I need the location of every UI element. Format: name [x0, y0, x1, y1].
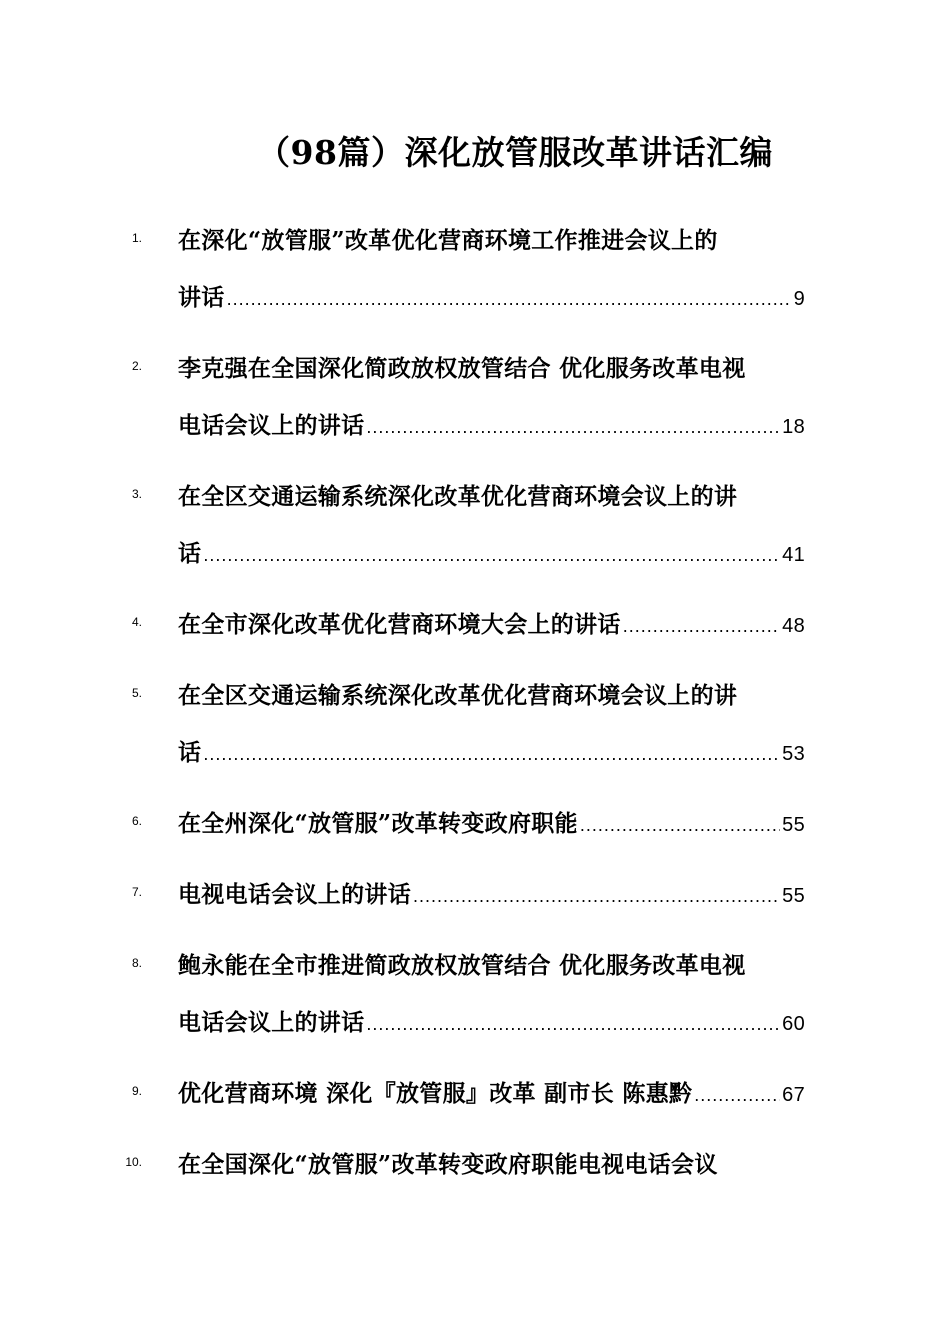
toc-entry[interactable] [0, 1136, 950, 1193]
toc-entry[interactable] [0, 212, 950, 326]
toc-entry-line [178, 212, 805, 269]
toc-dot-leader [366, 399, 780, 454]
toc-dot-leader [227, 271, 792, 326]
toc-entry-title: 鲍永能在全市推进简政放权放管结合 优化服务改革电视 [178, 952, 746, 979]
toc-page-number: 53 [782, 743, 805, 765]
toc-dot-leader [203, 726, 780, 781]
toc-dot-leader [623, 598, 780, 653]
toc-entry[interactable] [0, 866, 950, 923]
toc-entry-number: 8. [131, 956, 142, 970]
toc-entry-number: 10. [125, 1155, 142, 1169]
toc-entry-number: 9. [131, 1084, 142, 1098]
toc-entry-line [178, 994, 805, 1051]
toc-entry-line [178, 269, 805, 326]
toc-page-number: 48 [782, 615, 805, 637]
toc-entry-line [178, 1065, 805, 1122]
toc-entry-title: 话 [178, 739, 202, 766]
toc-entry-line [178, 468, 805, 525]
toc-entry-title: 优化营商环境 深化『放管服』改革 副市长 陈惠黔 [178, 1080, 693, 1107]
toc-page-number: 67 [782, 1084, 805, 1106]
toc-entry[interactable] [0, 667, 950, 781]
toc-dot-leader [580, 797, 780, 852]
toc-entry-title: 李克强在全国深化简政放权放管结合 优化服务改革电视 [178, 355, 746, 382]
toc-entry-number: 3. [131, 487, 142, 501]
toc-entry[interactable] [0, 795, 950, 852]
toc-dot-leader [366, 996, 780, 1051]
toc-entry-title: 在全市深化改革优化营商环境大会上的讲话 [178, 611, 621, 638]
toc-entry[interactable] [0, 1065, 950, 1122]
toc-page-number: 55 [782, 885, 805, 907]
toc-dot-leader [413, 868, 780, 923]
toc-page-number: 18 [782, 416, 805, 438]
toc-entry-line [178, 937, 805, 994]
toc-entry-title: 在全国深化“放管服”改革转变政府职能电视电话会议 [178, 1151, 718, 1178]
toc-page-number: 60 [782, 1013, 805, 1035]
toc-entry[interactable] [0, 468, 950, 582]
toc-dot-leader [694, 1067, 780, 1122]
toc-entry-line [178, 525, 805, 582]
toc-dot-leader [203, 527, 780, 582]
toc-entry-line [178, 866, 805, 923]
toc-entry-title: 电话会议上的讲话 [178, 412, 365, 439]
toc-entry[interactable] [0, 937, 950, 1051]
toc-page-number: 9 [793, 288, 805, 310]
toc-entry-number: 6. [131, 814, 142, 828]
toc-entry-line [178, 1136, 805, 1193]
toc-entry-title: 在全区交通运输系统深化改革优化营商环境会议上的讲 [178, 483, 738, 510]
toc-entry-title: 在全区交通运输系统深化改革优化营商环境会议上的讲 [178, 682, 738, 709]
toc-entry-number: 4. [131, 615, 142, 629]
toc-entry-title: 话 [178, 540, 202, 567]
toc-entry-title: 电视电话会议上的讲话 [178, 881, 411, 908]
table-of-contents [0, 212, 950, 1207]
toc-entry-title: 在全州深化“放管服”改革转变政府职能 [178, 810, 578, 837]
toc-entry-line [178, 667, 805, 724]
toc-entry[interactable] [0, 596, 950, 653]
toc-entry-number: 1. [131, 231, 142, 245]
toc-entry-number: 7. [131, 885, 142, 899]
toc-entry-line [178, 724, 805, 781]
toc-entry-line [178, 795, 805, 852]
document-title: （98篇）深化放管服改革讲话汇编 [257, 133, 773, 172]
toc-entry-title: 电话会议上的讲话 [178, 1009, 365, 1036]
toc-entry[interactable] [0, 340, 950, 454]
toc-entry-number: 2. [131, 359, 142, 373]
toc-entry-title: 讲话 [178, 284, 225, 311]
toc-page-number: 41 [782, 544, 805, 566]
toc-entry-line [178, 340, 805, 397]
toc-entry-title: 在深化“放管服”改革优化营商环境工作推进会议上的 [178, 227, 718, 254]
toc-page-number: 55 [782, 814, 805, 836]
toc-entry-line [178, 596, 805, 653]
toc-entry-line [178, 397, 805, 454]
toc-entry-number: 5. [131, 686, 142, 700]
